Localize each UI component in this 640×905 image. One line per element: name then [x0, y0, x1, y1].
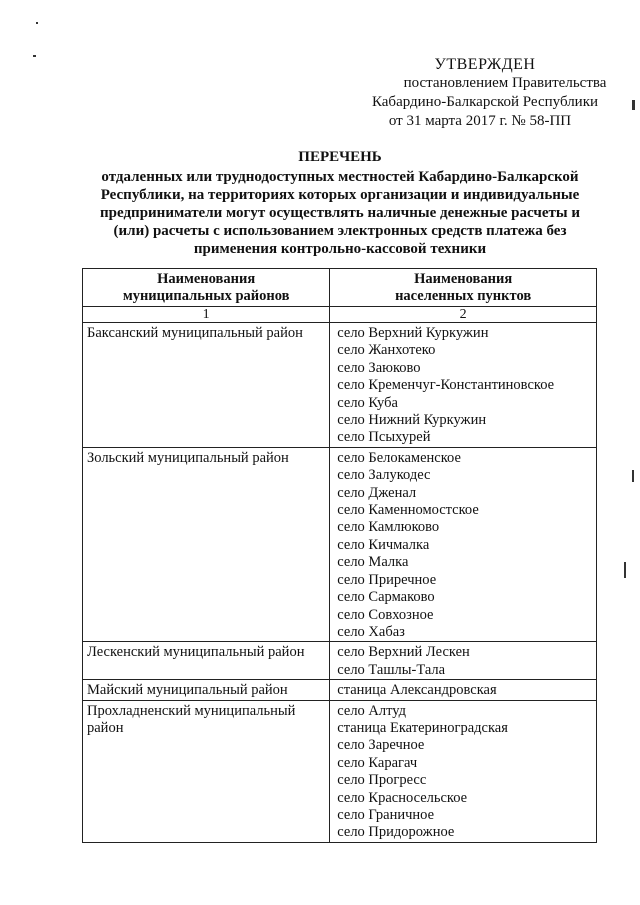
- settlement: станица Екатериноградская: [337, 719, 508, 736]
- document-title: ПЕРЕЧЕНЬ: [298, 149, 382, 165]
- settlement: село Сармаково: [337, 589, 435, 606]
- table-row: [83, 447, 597, 641]
- district-name: Зольский муниципальный район: [83, 447, 330, 641]
- column-number: 1: [83, 307, 330, 323]
- heading-line: предприниматели могут осуществлять наличные денежные расчеты и: [100, 205, 580, 221]
- settlement-list: [330, 323, 597, 448]
- settlements-table: [82, 268, 597, 843]
- settlement: село Придорожное: [337, 824, 455, 841]
- document-heading: [80, 148, 600, 258]
- settlement: село Верхний Лескен: [337, 644, 470, 661]
- table-row: [83, 680, 597, 700]
- column-number: 2: [330, 307, 597, 323]
- settlement: село Кичмалка: [337, 536, 430, 553]
- header-line: населенных пунктов: [395, 288, 532, 304]
- settlement: село Кременчуг-Константиновское: [337, 377, 555, 394]
- settlement: село Нижний Куркужин: [337, 412, 487, 429]
- approval-title: УТВЕРЖДЕН: [434, 56, 536, 73]
- heading-line: Республики, на территориях которых организации и индивидуальные: [100, 187, 580, 203]
- header-line: Наименования: [157, 271, 256, 287]
- settlement: село Приречное: [337, 571, 437, 588]
- header-line: муниципальных районов: [122, 288, 290, 304]
- scan-edge-mark: [632, 100, 635, 110]
- settlement: село Залукодес: [337, 467, 431, 484]
- settlement: село Дженал: [337, 484, 417, 501]
- column-header-districts: [83, 269, 330, 307]
- scan-speck: [33, 55, 36, 57]
- approval-stamp: [360, 55, 610, 131]
- settlement: село Ташлы-Тала: [337, 661, 446, 678]
- column-header-settlements: [330, 269, 597, 307]
- settlement-list: [330, 642, 597, 680]
- settlement: село Жанхотеко: [337, 342, 436, 359]
- approval-line: Кабардино-Балкарской Республики: [371, 94, 599, 110]
- table-row: [83, 642, 597, 680]
- scan-edge-mark: [624, 562, 626, 578]
- district-name: Баксанский муниципальный район: [83, 323, 330, 448]
- settlement: село Заюково: [337, 359, 421, 376]
- settlement: село Граничное: [337, 806, 435, 823]
- settlement: станица Александровская: [337, 682, 497, 699]
- settlement: село Алтуд: [337, 702, 406, 719]
- scan-edge-mark: [632, 470, 634, 482]
- column-number-row: [83, 307, 597, 323]
- approval-date-line: от 31 марта 2017 г. № 58-ПП: [388, 113, 572, 129]
- table-row: [83, 700, 597, 842]
- heading-line: применения контрольно-кассовой техники: [193, 241, 487, 257]
- header-line: Наименования: [414, 271, 513, 287]
- settlement: село Хабаз: [337, 623, 405, 640]
- settlement: село Прогресс: [337, 772, 427, 789]
- settlement: село Камлюково: [337, 519, 440, 536]
- table-row: [83, 323, 597, 448]
- settlement: село Куба: [337, 394, 398, 411]
- district-name: Лескенский муниципальный район: [83, 642, 330, 680]
- settlement: село Верхний Куркужин: [337, 325, 489, 341]
- settlement: село Каменномостское: [337, 502, 479, 519]
- settlement: село Карагач: [337, 754, 418, 771]
- heading-line: отдаленных или труднодоступных местностей Кабардино-Балкарской: [101, 169, 579, 185]
- settlement-list: [330, 447, 597, 641]
- settlement-list: [330, 700, 597, 842]
- settlement: село Красносельское: [337, 789, 468, 806]
- heading-line: (или) расчеты с использованием электронных средств платежа без: [113, 223, 567, 239]
- settlement-list: [330, 680, 597, 700]
- settlement: село Малка: [337, 554, 409, 571]
- settlement: село Белокаменское: [337, 449, 461, 466]
- table-header-row: [83, 269, 597, 307]
- approval-line: постановлением Правительства: [403, 75, 607, 91]
- settlement: село Псыхурей: [337, 429, 431, 446]
- scan-speck: [36, 22, 38, 24]
- district-name: Прохладненский муниципальный район: [83, 700, 330, 842]
- settlement: село Заречное: [337, 737, 425, 754]
- settlement: село Совхозное: [337, 606, 434, 623]
- district-name: Майский муниципальный район: [83, 680, 330, 700]
